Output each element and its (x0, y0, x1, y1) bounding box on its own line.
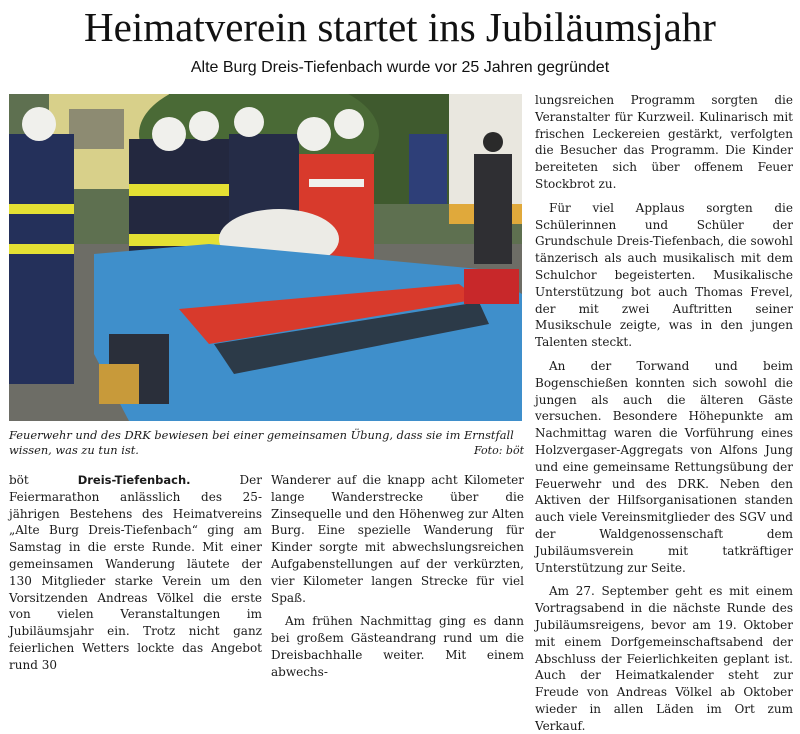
article-column-2 (271, 472, 524, 681)
paragraph: Für viel Applaus sorgten die Schülerinnen und Schüler der Grundschule Dreis-Tiefenbach, die sowohl tänzerisch als auch musikalisch mit dem Schulchor begeisterten. Musikalische Unterstützung bot auch Thomas Frevel, der mit zwei Auftritten seiner Musikschule zeigte, was in den jungen Talenten steckt. (535, 200, 793, 350)
photo-credit: Foto: böt (474, 444, 524, 457)
paragraph-text: Der Feiermarathon anlässlich des 25-jährigen Bestehens des Heimatvereins „Alte Burg Dreis-Tiefenbach“ ging am Samstag in die erste Runde. Mit einer gemeinsamen Wanderung läutete der 130 Mitglieder starke Verein um den Vorsitzenden Andreas Völkel die erste von vielen Veranstaltungen im Jubiläumsjahr ein. Trotz nicht ganz feierlichen Wetters lockte das Angebot rund 30 (9, 473, 262, 672)
paragraph: Am frühen Nachmittag ging es dann bei großem Gästeandrang rund um die Dreisbachhalle weiter. Mit einem abwechs- (271, 614, 524, 679)
author-tag: böt (9, 473, 29, 487)
dateline: Dreis-Tiefenbach. (77, 473, 191, 487)
article-column-3 (535, 92, 793, 734)
article-photo (9, 94, 522, 421)
paragraph: Am 27. September geht es mit einem Vortragsabend in die nächste Runde des Jubiläumsreigens, bevor am 19. Oktober mit einem Dorfgemeinschaftsabend der Abschluss der Feierlichkeiten geplant ist. Auch der Heimatkalender steht zur Freude von Andreas Völkel ab Oktober wieder in allen Läden im Ort zum Verkauf. (535, 584, 793, 733)
subheadline: Alte Burg Dreis-Tiefenbach wurde vor 25 Jahren gegründet (190, 59, 610, 76)
photo-caption (9, 428, 524, 458)
headline: Heimatverein startet ins Jubiläumsjahr (84, 4, 716, 50)
article-column-1 (9, 472, 262, 674)
paragraph: lungsreichen Programm sorgten die Veranstalter für Kurzweil. Kulinarisch mit frischen Leckereien gestärkt, verfolgten die Besucher das Programm. Die Kinder bereiteten sich über offenem Feuer Stockbrot zu. (535, 93, 793, 191)
paragraph: Wanderer auf die knapp acht Kilometer lange Wanderstrecke über die Zinsequelle und den Höhenweg zur Alten Burg. Eine spezielle Wanderung für Kinder sorgte mit abwechslungsreichen Aufgabenstellungen auf der verkürzten, vier Kilometer langen Strecke für viel Spaß. (271, 473, 524, 605)
paragraph (9, 472, 262, 674)
caption-text: Feuerwehr und des DRK bewiesen bei einer gemeinsamen Übung, dass sie im Ernstfall wissen, was zu tun ist. (9, 428, 514, 457)
paragraph: An der Torwand und beim Bogenschießen konnten sich sowohl die jungen als auch die älteren Gäste versuchen. Besondere Höhepunkte am Nachmittag waren die Vorführung eines Holzvergaser-Aggregats von Alfons Jung und eine gemeinsame Rettungsübung der Feuerwehr und des DRK. Neben den Aktiven der Hilfsorganisationen standen auch viele Vereinsmitglieder des SGV und der Waldgenossenschaft dem Jubiläumsverein mit tatkräftiger Unterstützung zur Seite. (535, 358, 793, 575)
